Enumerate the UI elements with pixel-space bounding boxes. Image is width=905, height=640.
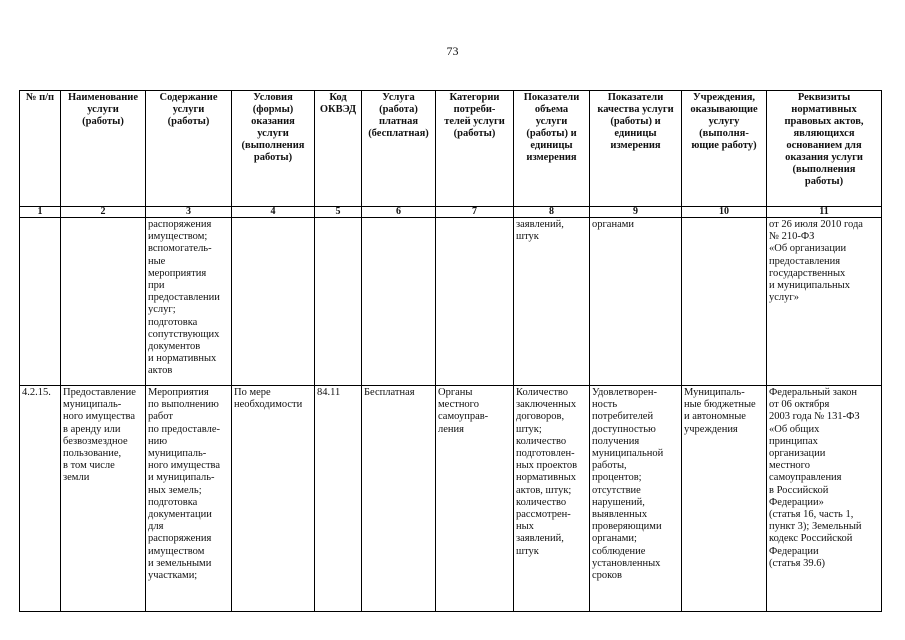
table-row-continuation: [20, 218, 882, 386]
header-cell-okved: Код ОКВЭД: [315, 91, 362, 207]
cell-legal-acts: Федеральный закон от 06 октября 2003 года № 131-ФЗ «Об общих принципах организации местного самоуправления в Российской Федерации» (статья 16, часть 1, пункт 3); Земельный кодекс Российской Федерации (статья 39.6): [767, 386, 882, 612]
cell-volume-indicators: заявлений, штук: [514, 218, 590, 386]
column-number: 2: [61, 207, 146, 218]
cell-quality-indicators: Удовлетворен- ность потребителей доступностью получения муниципальной работы, процентов; отсутствие нарушений, выявленных проверяющими органами; соблюдение установленных сроков: [590, 386, 682, 612]
column-number: 11: [767, 207, 882, 218]
cell-consumer-categories: [436, 218, 514, 386]
cell-conditions: По мере необходимости: [232, 386, 315, 612]
column-number: 3: [146, 207, 232, 218]
cell-paid-free: [362, 218, 436, 386]
cell-okved: [315, 218, 362, 386]
column-number: 9: [590, 207, 682, 218]
cell-volume-indicators: Количество заключенных договоров, штук; количество подготовлен- ных проектов нормативных актов, штук; количество рассмотрен- ных заявлений, штук: [514, 386, 590, 612]
cell-consumer-categories: Органы местного самоуправ- ления: [436, 386, 514, 612]
cell-paid-free: Бесплатная: [362, 386, 436, 612]
header-cell-number: № п/п: [20, 91, 61, 207]
cell-quality-indicators: органами: [590, 218, 682, 386]
column-number: 5: [315, 207, 362, 218]
cell-service-content: Мероприятия по выполнению работ по предоставле- нию муниципаль- ного имущества и муниципаль- ных земель; подготовка документации для распоряжения имуществом и земельными участками;: [146, 386, 232, 612]
column-number: 6: [362, 207, 436, 218]
cell-number: 4.2.15.: [20, 386, 61, 612]
header-cell-institutions: Учреждения, оказывающие услугу (выполня- ющие работу): [682, 91, 767, 207]
column-number: 4: [232, 207, 315, 218]
header-cell-consumer-categories: Категории потреби- телей услуги (работы): [436, 91, 514, 207]
header-cell-paid-free: Услуга (работа) платная (бесплатная): [362, 91, 436, 207]
cell-conditions: [232, 218, 315, 386]
header-cell-service-content: Содержание услуги (работы): [146, 91, 232, 207]
header-cell-volume-indicators: Показатели объема услуги (работы) и единицы измерения: [514, 91, 590, 207]
cell-okved: 84.11: [315, 386, 362, 612]
cell-number: [20, 218, 61, 386]
column-number: 7: [436, 207, 514, 218]
table-row-4-2-15: [20, 386, 882, 612]
column-number: 1: [20, 207, 61, 218]
cell-service-name: [61, 218, 146, 386]
cell-institutions: Муниципаль- ные бюджетные и автономные учреждения: [682, 386, 767, 612]
header-cell-legal-acts: Реквизиты нормативных правовых актов, являющихся основанием для оказания услуги (выполнения работы): [767, 91, 882, 207]
column-number: 8: [514, 207, 590, 218]
cell-service-name: Предоставление муниципаль- ного имущества в аренду или безвозмездное пользование, в том числе земли: [61, 386, 146, 612]
page-number: 73: [446, 44, 459, 58]
header-row: [20, 91, 882, 207]
header-cell-service-name: Наименование услуги (работы): [61, 91, 146, 207]
column-numbers-row: [20, 207, 882, 218]
cell-legal-acts: от 26 июля 2010 года № 210-ФЗ «Об организации предоставления государственных и муниципальных услуг»: [767, 218, 882, 386]
header-cell-quality-indicators: Показатели качества услуги (работы) и единицы измерения: [590, 91, 682, 207]
header-cell-conditions: Условия (формы) оказания услуги (выполнения работы): [232, 91, 315, 207]
cell-service-content: распоряжения имуществом; вспомогатель- ные мероприятия при предоставлении услуг; подготовка сопутствующих документов и нормативных актов: [146, 218, 232, 386]
services-table: [19, 90, 882, 612]
cell-institutions: [682, 218, 767, 386]
column-number: 10: [682, 207, 767, 218]
